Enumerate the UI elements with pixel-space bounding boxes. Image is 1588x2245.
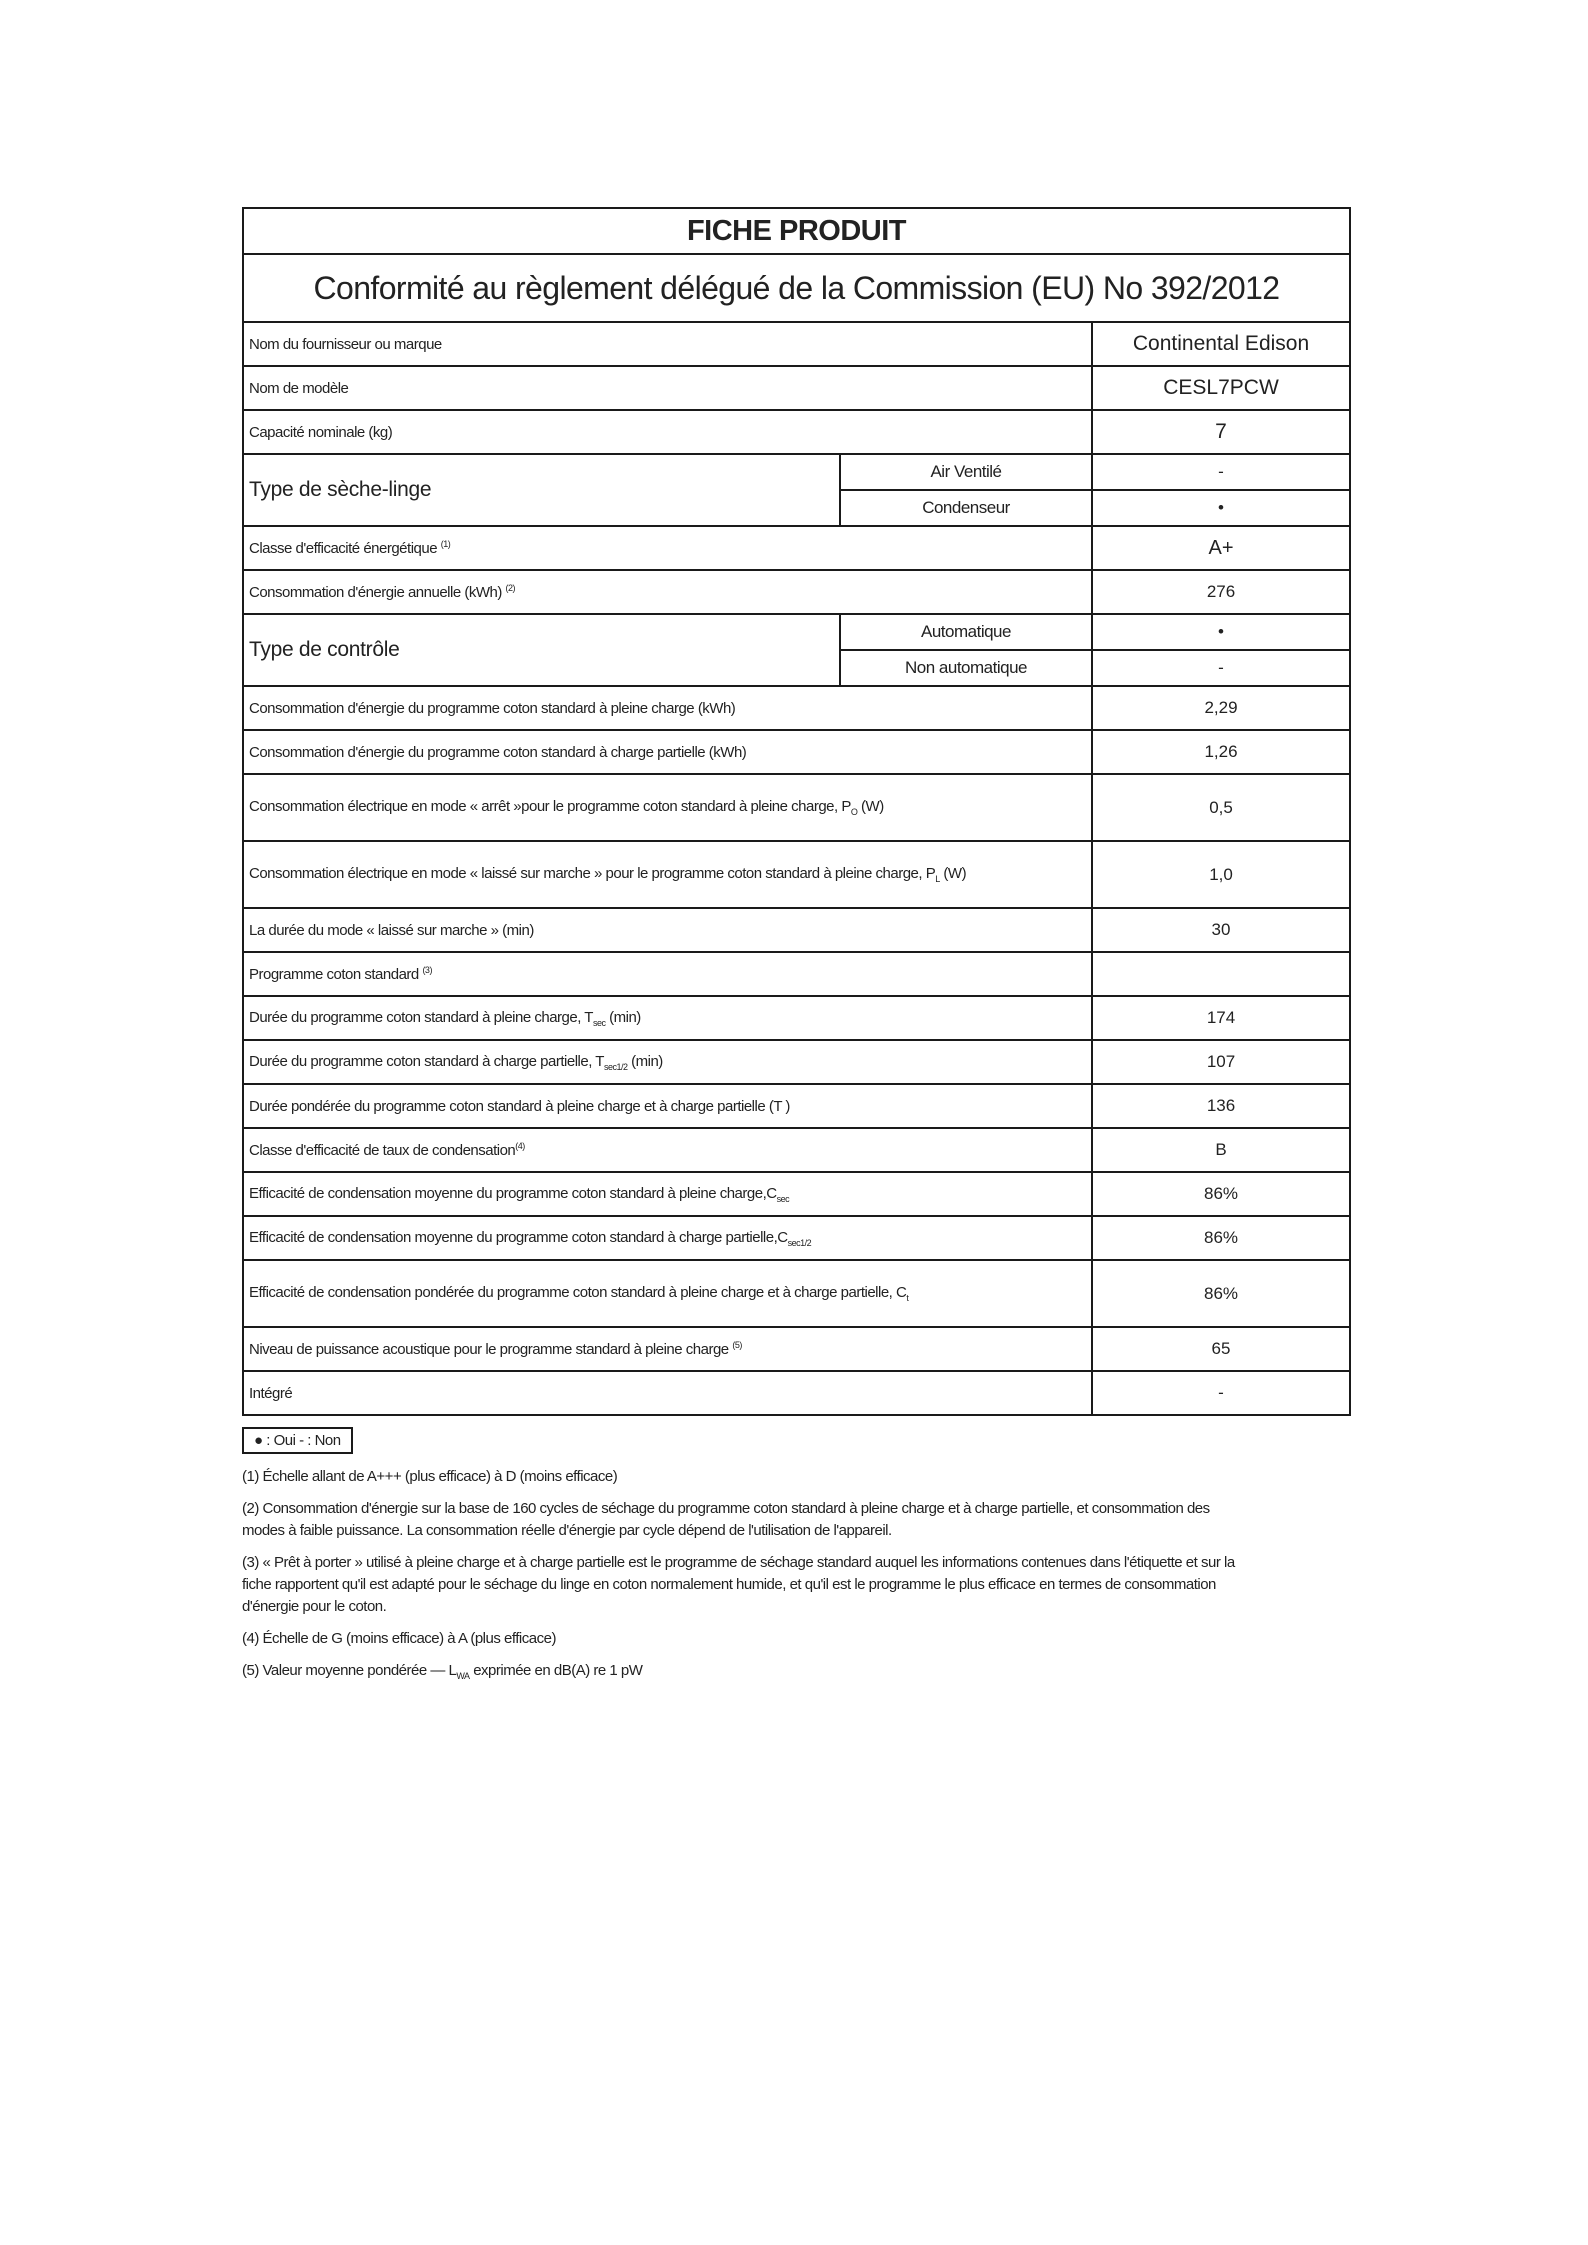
table-row-energy-class bbox=[243, 526, 1350, 570]
row-value: 86% bbox=[1092, 1172, 1350, 1216]
row-value: 30 bbox=[1092, 908, 1350, 952]
row-label: Nom de modèle bbox=[243, 366, 1092, 410]
table-row-noise bbox=[243, 1327, 1350, 1371]
row-value: - bbox=[1092, 454, 1350, 490]
table-row-condensation-class bbox=[243, 1128, 1350, 1172]
table-row-cond-eff-weighted bbox=[243, 1260, 1350, 1327]
row-value: 86% bbox=[1092, 1260, 1350, 1327]
row-value: • bbox=[1092, 490, 1350, 526]
footnotes bbox=[242, 1466, 1242, 1687]
row-label: Efficacité de condensation moyenne du programme coton standard à charge $partielle,C_{sec1/2}$ bbox=[243, 1216, 1092, 1260]
row-value: B bbox=[1092, 1128, 1350, 1172]
legend-box: ● : Oui - : Non bbox=[242, 1427, 353, 1454]
row-value: A+ bbox=[1092, 526, 1350, 570]
table-row-power-off bbox=[243, 774, 1350, 841]
row-value: CESL7PCW bbox=[1092, 366, 1350, 410]
sheet-subtitle: Conformité au règlement délégué de la Commission (EU) No 392/2012 bbox=[243, 254, 1350, 322]
row-value: - bbox=[1092, 650, 1350, 686]
row-label: Intégré bbox=[243, 1371, 1092, 1415]
footnote-3: (3) « Prêt à porter » utilisé à pleine charge et à charge partielle est le programme de séchage standard auquel les informations contenues dans l'étiquette et sur la fiche rapportent qu'il est adapté pour le séchage du linge en coton normalement humide, et qu'il est le programme le plus efficace en termes de consommation d'énergie pour le coton. bbox=[242, 1554, 1235, 1615]
footnote-1: (1) Échelle allant de A+++ (plus efficace) à D (moins efficace) bbox=[242, 1468, 618, 1485]
footnote-4: (4) Échelle de G (moins efficace) à A (plus efficace) bbox=[242, 1630, 556, 1647]
table-row-duration-partial bbox=[243, 1040, 1350, 1084]
row-value: - bbox=[1092, 1371, 1350, 1415]
row-value: Continental Edison bbox=[1092, 322, 1350, 366]
footnote-ref: (1) bbox=[440, 539, 451, 549]
table-row-model bbox=[243, 366, 1350, 410]
product-sheet bbox=[242, 207, 1349, 1697]
footnote-ref: (4) bbox=[515, 1141, 525, 1151]
table-row-built-in bbox=[243, 1371, 1350, 1415]
row-value: 136 bbox=[1092, 1084, 1350, 1128]
table-row-left-on-duration bbox=[243, 908, 1350, 952]
table-row-capacity bbox=[243, 410, 1350, 454]
footnote-5: (5) Valeur moyenne pondérée — $L_{WA}$ exprimée en dB(A) re 1 pW bbox=[242, 1662, 643, 1681]
row-value bbox=[1092, 952, 1350, 996]
table-row-energy-full bbox=[243, 686, 1350, 730]
row-value: 1,26 bbox=[1092, 730, 1350, 774]
row-label: Type de contrôle bbox=[243, 614, 840, 686]
table-row-duration-weighted bbox=[243, 1084, 1350, 1128]
table-row-power-left-on bbox=[243, 841, 1350, 908]
table-row-energy-partial bbox=[243, 730, 1350, 774]
row-label: Consommation électrique en mode « laissé sur marche » pour le programme coton standard à pleine charge, $P_L$ (W) bbox=[243, 841, 1092, 908]
footnote-ref: (3) bbox=[422, 965, 432, 975]
row-label: Niveau de puissance acoustique pour le programme standard à pleine charge $^{(5)}$ bbox=[243, 1327, 1092, 1371]
footnote-2: (2) Consommation d'énergie sur la base de 160 cycles de séchage du programme coton standard à pleine charge et à charge partielle, et consommation des modes à faible puissance. La consommation réelle d'énergie par cycle dépend de l'utilisation de l'appareil. bbox=[242, 1500, 1210, 1539]
row-value: 2,29 bbox=[1092, 686, 1350, 730]
row-value: 0,5 bbox=[1092, 774, 1350, 841]
table-row-dryer-type bbox=[243, 454, 1350, 490]
row-value: • bbox=[1092, 614, 1350, 650]
table-row-standard-program bbox=[243, 952, 1350, 996]
row-value: 1,0 bbox=[1092, 841, 1350, 908]
row-suboption: Automatique bbox=[840, 614, 1092, 650]
row-label: Durée du programme coton standard à pleine charge, $T_{sec}$ (min) bbox=[243, 996, 1092, 1040]
row-value: 86% bbox=[1092, 1216, 1350, 1260]
table-row-duration-full bbox=[243, 996, 1350, 1040]
row-suboption: Non automatique bbox=[840, 650, 1092, 686]
row-label: Durée pondérée du programme coton standard à pleine charge et à charge partielle (T ) bbox=[243, 1084, 1092, 1128]
row-label: Consommation d'énergie du programme coton standard à charge partielle (kWh) bbox=[243, 730, 1092, 774]
row-value: 7 bbox=[1092, 410, 1350, 454]
row-label: Efficacité de condensation pondérée du programme coton standard à pleine charge et à charge partielle, $C_t$ bbox=[243, 1260, 1092, 1327]
sheet-title: FICHE PRODUIT bbox=[243, 208, 1350, 254]
row-label: Capacité nominale (kg) bbox=[243, 410, 1092, 454]
row-label: Consommation d'énergie annuelle (kWh) $^{(2)}$ bbox=[243, 570, 1092, 614]
row-label: La durée du mode « laissé sur marche » (min) bbox=[243, 908, 1092, 952]
footnote-ref: (2) bbox=[505, 583, 516, 593]
row-label: Nom du fournisseur ou marque bbox=[243, 322, 1092, 366]
row-label: Consommation d'énergie du programme coton standard à pleine charge (kWh) bbox=[243, 686, 1092, 730]
table-row-supplier bbox=[243, 322, 1350, 366]
table-row-annual-energy bbox=[243, 570, 1350, 614]
row-label: Durée du programme coton standard à charge partielle, $T_{sec1/2}$ (min) bbox=[243, 1040, 1092, 1084]
row-label: Efficacité de condensation moyenne du programme coton standard à pleine $charge,C_{sec}$ bbox=[243, 1172, 1092, 1216]
row-value: 65 bbox=[1092, 1327, 1350, 1371]
footnote-ref: (5) bbox=[732, 1340, 742, 1350]
row-value: 276 bbox=[1092, 570, 1350, 614]
table-row-control-type bbox=[243, 614, 1350, 650]
row-label: Programme coton standard $^{(3)}$ bbox=[243, 952, 1092, 996]
row-suboption: Condenseur bbox=[840, 490, 1092, 526]
row-label: Type de sèche-linge bbox=[243, 454, 840, 526]
row-label: Classe d'efficacité énergétique $^{(1)}$ bbox=[243, 526, 1092, 570]
product-fiche-table bbox=[242, 207, 1351, 1416]
row-label: Classe d'efficacité de taux de condensation$^{(4)}$ bbox=[243, 1128, 1092, 1172]
row-value: 107 bbox=[1092, 1040, 1350, 1084]
row-value: 174 bbox=[1092, 996, 1350, 1040]
row-suboption: Air Ventilé bbox=[840, 454, 1092, 490]
table-row-cond-eff-full bbox=[243, 1172, 1350, 1216]
table-row-cond-eff-partial bbox=[243, 1216, 1350, 1260]
row-label: Consommation électrique en mode « arrêt »pour le programme coton standard à pleine charge, $P_O$ (W) bbox=[243, 774, 1092, 841]
